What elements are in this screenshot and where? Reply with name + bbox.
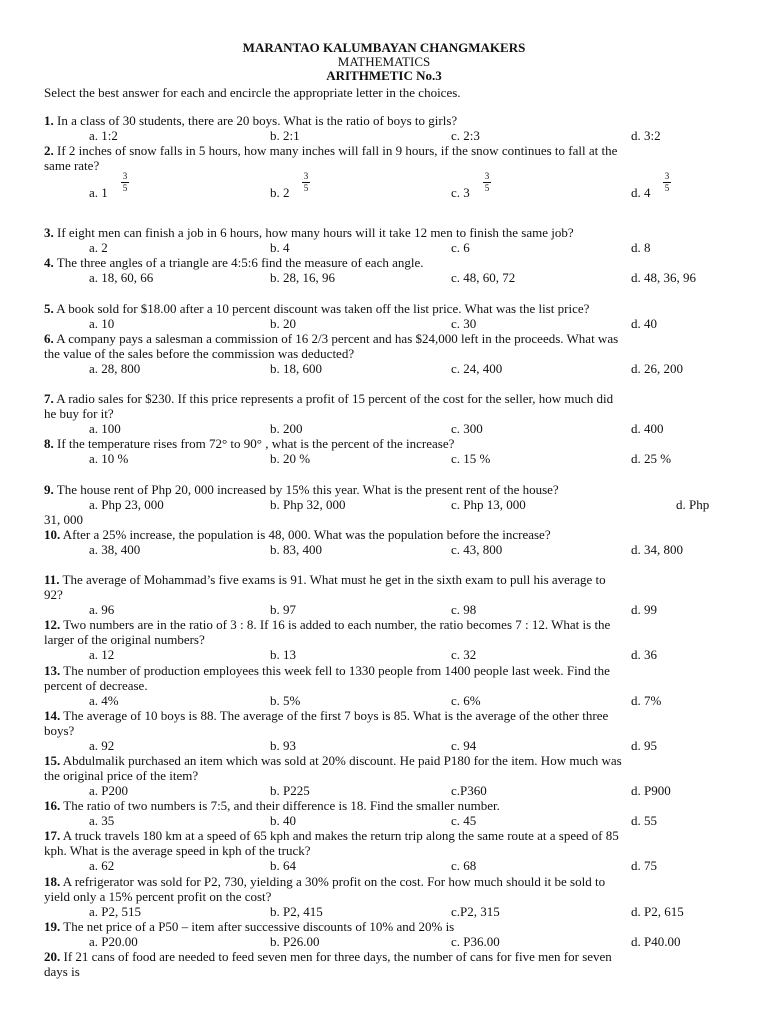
question-number: 14.: [44, 708, 61, 723]
answer-choice-d[interactable]: d. P2, 615: [631, 904, 684, 919]
answer-choice-a[interactable]: a. 2: [89, 240, 108, 255]
question-number: 17.: [44, 828, 61, 843]
question-stem: A company pays a salesman a commission of 16 2/3 percent and has $24,000 left in the proceeds. What was: [53, 331, 619, 346]
question-text: [44, 255, 716, 270]
question-text-continued: yield only a 15% percent profit on the cost?: [44, 889, 272, 904]
answer-choice-d[interactable]: d. 34, 800: [631, 542, 683, 557]
answer-choice-b[interactable]: b. 5%: [270, 693, 301, 708]
question-text-continued: he buy for it?: [44, 406, 114, 421]
question-stem: The average of 10 boys is 88. The average of the first 7 boys is 85. What is the average of the other three: [60, 708, 609, 723]
question-number: 12.: [44, 617, 61, 632]
question-number: 3.: [44, 225, 54, 240]
question-text-continued: percent of decrease.: [44, 678, 148, 693]
answer-choice-b[interactable]: b. 20: [270, 316, 296, 331]
answer-choice-c[interactable]: c. 94: [451, 738, 477, 753]
question-text: [44, 798, 716, 813]
answer-choice-d[interactable]: d. 48, 36, 96: [631, 270, 696, 285]
answer-choice-a[interactable]: a. 96: [89, 602, 115, 617]
question-number: 11.: [44, 572, 60, 587]
question-number: 6.: [44, 331, 54, 346]
question-text: [44, 919, 716, 934]
answer-choice-c[interactable]: c. 3: [451, 185, 470, 200]
answer-choice-d[interactable]: d. 7%: [631, 693, 662, 708]
fraction-superscript: [483, 172, 491, 193]
answer-choice-d[interactable]: d. P40.00: [631, 934, 681, 949]
question-number: 10.: [44, 527, 61, 542]
answer-choice-a[interactable]: a. Php 23, 000: [89, 497, 164, 512]
question-text: [44, 482, 716, 497]
question-number: 8.: [44, 436, 54, 451]
worksheet-title: ARITHMETIC No.3: [326, 68, 442, 83]
question-text: [44, 391, 716, 406]
question-stem: After a 25% increase, the population is 48, 000. What was the population before the increase?: [60, 527, 551, 542]
answer-choice-d[interactable]: d. 55: [631, 813, 657, 828]
question-text: [44, 331, 716, 346]
answer-choice-d[interactable]: d. 36: [631, 647, 657, 662]
answer-choice-b[interactable]: b. 13: [270, 647, 296, 662]
question-number: 16.: [44, 798, 61, 813]
subject-title: MATHEMATICS: [337, 54, 431, 69]
answer-choice-b[interactable]: b. Php 32, 000: [270, 497, 346, 512]
question-text: [44, 143, 716, 158]
question-text: [44, 874, 716, 889]
answer-choice-a[interactable]: a. 10 %: [89, 451, 129, 466]
question-text-continued: larger of the original numbers?: [44, 632, 205, 647]
answer-choice-c[interactable]: c. 32: [451, 647, 477, 662]
answer-choice-a[interactable]: a. 12: [89, 647, 115, 662]
answer-choice-b[interactable]: b. 28, 16, 96: [270, 270, 335, 285]
question-stem: If the temperature rises from 72° to 90° , what is the percent of the increase?: [53, 436, 455, 451]
answer-choice-b[interactable]: b. 4: [270, 240, 290, 255]
question-text-continued: days is: [44, 964, 80, 979]
answer-choice-b[interactable]: b. P2, 415: [270, 904, 323, 919]
answer-choice-a[interactable]: a. 10: [89, 316, 115, 331]
question-number: 18.: [44, 874, 61, 889]
school-name: MARANTAO KALUMBAYAN CHANGMAKERS: [242, 40, 526, 55]
answer-choice-d[interactable]: d. 25 %: [631, 451, 672, 466]
fraction-numerator: 3: [122, 171, 128, 181]
answer-choice-b[interactable]: b. 40: [270, 813, 296, 828]
fraction-superscript: [121, 172, 129, 193]
answer-choice-c[interactable]: c. 24, 400: [451, 361, 503, 376]
question-text: [44, 753, 716, 768]
answer-choice-wrap: 31, 000: [44, 512, 83, 527]
fraction-superscript: [663, 172, 671, 193]
answer-choice-a[interactable]: a. 62: [89, 858, 115, 873]
question-stem: The ratio of two numbers is 7:5, and their difference is 18. Find the smaller number.: [60, 798, 500, 813]
question-text: [44, 301, 716, 316]
answer-choice-c[interactable]: c.P2, 315: [451, 904, 500, 919]
question-stem: A book sold for $18.00 after a 10 percent discount was taken off the list price. What was the list price?: [53, 301, 590, 316]
answer-choice-d[interactable]: d. Php: [676, 497, 710, 512]
answer-choice-a[interactable]: a. 35: [89, 813, 115, 828]
question-stem: Abdulmalik purchased an item which was sold at 20% discount. He paid P180 for the item. How much was: [60, 753, 622, 768]
question-text-continued: the value of the sales before the commission was deducted?: [44, 346, 355, 361]
answer-choice-a[interactable]: a. P20.00: [89, 934, 138, 949]
question-text: [44, 436, 716, 451]
question-number: 19.: [44, 919, 61, 934]
question-stem: In a class of 30 students, there are 20 boys. What is the ratio of boys to girls?: [53, 113, 458, 128]
answer-choice-c[interactable]: c. 6%: [451, 693, 481, 708]
answer-choice-d[interactable]: d. 75: [631, 858, 657, 873]
answer-choice-b[interactable]: b. P225: [270, 783, 310, 798]
question-text: [44, 949, 716, 964]
answer-choice-c[interactable]: c. 300: [451, 421, 483, 436]
answer-choice-a[interactable]: a. 18, 60, 66: [89, 270, 154, 285]
answer-choice-b[interactable]: b. P26.00: [270, 934, 320, 949]
question-stem: If 2 inches of snow falls in 5 hours, how many inches will fall in 9 hours, if the snow continues to fall at the: [53, 143, 618, 158]
question-text: [44, 617, 716, 632]
answer-choice-a[interactable]: a. 92: [89, 738, 115, 753]
question-text: [44, 708, 716, 723]
question-stem: The house rent of Php 20, 000 increased by 15% this year. What is the present rent of the house?: [53, 482, 559, 497]
answer-choice-c[interactable]: c.P360: [451, 783, 487, 798]
question-stem: The number of production employees this week fell to 1330 people from 1400 people last week. Find the: [60, 663, 610, 678]
fraction-numerator: 3: [664, 171, 670, 181]
question-stem: The three angles of a triangle are 4:5:6 find the measure of each angle.: [53, 255, 424, 270]
fraction-superscript: [302, 172, 310, 193]
question-number: 13.: [44, 663, 61, 678]
question-text-continued: kph. What is the average speed in kph of the truck?: [44, 843, 311, 858]
instructions: Select the best answer for each and encircle the appropriate letter in the choices.: [44, 85, 461, 100]
answer-choice-b[interactable]: b. 83, 400: [270, 542, 322, 557]
answer-choice-b[interactable]: b. 18, 600: [270, 361, 322, 376]
answer-choice-a[interactable]: a. 38, 400: [89, 542, 141, 557]
answer-choice-b[interactable]: b. 20 %: [270, 451, 311, 466]
question-stem: A truck travels 180 km at a speed of 65 kph and makes the return trip along the same route at a speed of 85: [60, 828, 619, 843]
answer-choice-a[interactable]: a. 4%: [89, 693, 119, 708]
answer-choice-a[interactable]: a. 1: [89, 185, 108, 200]
answer-choice-c[interactable]: c. 43, 800: [451, 542, 503, 557]
question-stem: If 21 cans of food are needed to feed seven men for three days, the number of cans for five men for seven: [60, 949, 612, 964]
answer-choice-d[interactable]: d. 40: [631, 316, 657, 331]
question-stem: The net price of a P50 – item after successive discounts of 10% and 20% is: [60, 919, 455, 934]
question-number: 5.: [44, 301, 54, 316]
answer-choice-a[interactable]: a. 100: [89, 421, 121, 436]
fraction-denominator: 5: [122, 183, 128, 193]
answer-choice-b[interactable]: b. 97: [270, 602, 296, 617]
answer-choice-c[interactable]: c. Php 13, 000: [451, 497, 526, 512]
answer-choice-b[interactable]: b. 200: [270, 421, 303, 436]
question-text: [44, 828, 716, 843]
answer-choice-a[interactable]: a. P2, 515: [89, 904, 141, 919]
question-text-continued: boys?: [44, 723, 75, 738]
question-stem: A radio sales for $230. If this price represents a profit of 15 percent of the cost for the seller, how much did: [53, 391, 614, 406]
question-stem: If eight men can finish a job in 6 hours, how many hours will it take 12 men to finish the same job?: [53, 225, 574, 240]
answer-choice-a[interactable]: a. 28, 800: [89, 361, 141, 376]
question-text: [44, 113, 716, 128]
question-number: 7.: [44, 391, 54, 406]
answer-choice-c[interactable]: c. 6: [451, 240, 470, 255]
answer-choice-c[interactable]: c. 30: [451, 316, 477, 331]
question-number: 1.: [44, 113, 54, 128]
answer-choice-d[interactable]: d. P900: [631, 783, 671, 798]
question-stem: Two numbers are in the ratio of 3 : 8. If 16 is added to each number, the ratio becomes 7 : 12. What is the: [60, 617, 611, 632]
fraction-denominator: 5: [484, 183, 490, 193]
answer-choice-a[interactable]: a. 1:2: [89, 128, 118, 143]
question-stem: The average of Mohammad’s five exams is 91. What must he get in the sixth exam to pull his average to: [59, 572, 606, 587]
question-text: [44, 225, 716, 240]
answer-choice-c[interactable]: c. 48, 60, 72: [451, 270, 516, 285]
answer-choice-d[interactable]: d. 26, 200: [631, 361, 683, 376]
question-text-continued: the original price of the item?: [44, 768, 199, 783]
fraction-numerator: 3: [484, 171, 490, 181]
question-number: 4.: [44, 255, 54, 270]
answer-choice-b[interactable]: b. 64: [270, 858, 296, 873]
answer-choice-c[interactable]: c. 15 %: [451, 451, 491, 466]
question-number: 9.: [44, 482, 54, 497]
question-number: 20.: [44, 949, 61, 964]
answer-choice-d[interactable]: d. 4: [631, 185, 651, 200]
answer-choice-d[interactable]: d. 400: [631, 421, 664, 436]
answer-choice-c[interactable]: c. 2:3: [451, 128, 480, 143]
question-text-continued: 92?: [44, 587, 63, 602]
question-number: 2.: [44, 143, 54, 158]
question-text: [44, 527, 716, 542]
question-number: 15.: [44, 753, 61, 768]
answer-choice-c[interactable]: c. P36.00: [451, 934, 500, 949]
answer-choice-a[interactable]: a. P200: [89, 783, 128, 798]
fraction-denominator: 5: [664, 183, 670, 193]
question-stem: A refrigerator was sold for P2, 730, yielding a 30% profit on the cost. For how much should it be sold to: [60, 874, 606, 889]
answer-choice-b[interactable]: b. 2: [270, 185, 290, 200]
answer-choice-d[interactable]: d. 8: [631, 240, 651, 255]
answer-choice-c[interactable]: c. 45: [451, 813, 477, 828]
fraction-numerator: 3: [303, 171, 309, 181]
answer-choice-b[interactable]: b. 93: [270, 738, 296, 753]
answer-choice-c[interactable]: c. 98: [451, 602, 477, 617]
answer-choice-d[interactable]: d. 3:2: [631, 128, 661, 143]
question-text: [44, 572, 716, 587]
answer-choice-c[interactable]: c. 68: [451, 858, 477, 873]
answer-choice-d[interactable]: d. 95: [631, 738, 657, 753]
answer-choice-b[interactable]: b. 2:1: [270, 128, 300, 143]
fraction-denominator: 5: [303, 183, 309, 193]
question-text: [44, 663, 716, 678]
answer-choice-d[interactable]: d. 99: [631, 602, 657, 617]
question-text-continued: same rate?: [44, 158, 100, 173]
